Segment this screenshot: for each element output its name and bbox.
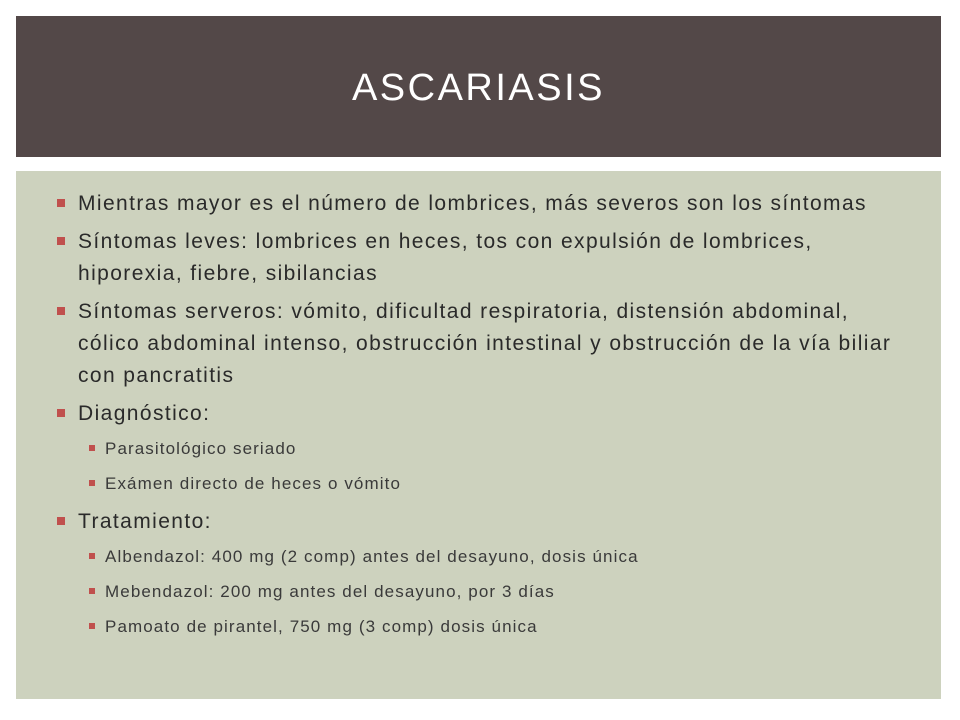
bullet-item bbox=[16, 296, 916, 392]
sub-bullet-list bbox=[78, 436, 916, 496]
bullet-item bbox=[16, 226, 916, 290]
sub-bullet-text: Albendazol: 400 mg (2 comp) antes del desayuno, dosis única bbox=[105, 547, 639, 566]
sub-bullet-list bbox=[78, 544, 916, 639]
sub-bullet-item bbox=[78, 471, 916, 496]
bullet-item bbox=[16, 188, 916, 220]
bullet-text: Síntomas leves: lombrices en heces, tos con expulsión de lombrices, hiporexia, fiebre, sibilancias bbox=[78, 230, 813, 285]
sub-bullet-item bbox=[78, 544, 916, 569]
square-bullet-icon bbox=[57, 199, 65, 207]
content-area bbox=[16, 171, 941, 699]
title-bar bbox=[16, 16, 941, 157]
square-bullet-icon bbox=[89, 553, 95, 559]
sub-bullet-text: Exámen directo de heces o vómito bbox=[105, 474, 402, 493]
square-bullet-icon bbox=[57, 307, 65, 315]
square-bullet-icon bbox=[89, 480, 95, 486]
square-bullet-icon bbox=[57, 237, 65, 245]
square-bullet-icon bbox=[89, 445, 95, 451]
bullet-list bbox=[16, 188, 916, 649]
sub-bullet-text: Parasitológico seriado bbox=[105, 439, 297, 458]
bullet-item-tratamiento bbox=[16, 506, 916, 639]
sub-bullet-item bbox=[78, 579, 916, 604]
square-bullet-icon bbox=[57, 517, 65, 525]
square-bullet-icon bbox=[57, 409, 65, 417]
sub-bullet-text: Pamoato de pirantel, 750 mg (3 comp) dosis única bbox=[105, 617, 538, 636]
sub-bullet-item bbox=[78, 614, 916, 639]
square-bullet-icon bbox=[89, 623, 95, 629]
slide-title: ASCARIASIS bbox=[351, 67, 606, 109]
sub-bullet-item bbox=[78, 436, 916, 461]
square-bullet-icon bbox=[89, 588, 95, 594]
sub-bullet-text: Mebendazol: 200 mg antes del desayuno, por 3 días bbox=[105, 582, 555, 601]
bullet-text: Mientras mayor es el número de lombrices, más severos son los síntomas bbox=[78, 192, 867, 215]
bullet-text: Tratamiento: bbox=[78, 510, 212, 533]
bullet-text: Síntomas serveros: vómito, dificultad respiratoria, distensión abdominal, cólico abdominal intenso, obstrucción intestinal y obstrucción de la vía biliar con pancratitis bbox=[78, 300, 892, 387]
bullet-item-diagnostico bbox=[16, 398, 916, 496]
bullet-text: Diagnóstico: bbox=[78, 402, 211, 425]
